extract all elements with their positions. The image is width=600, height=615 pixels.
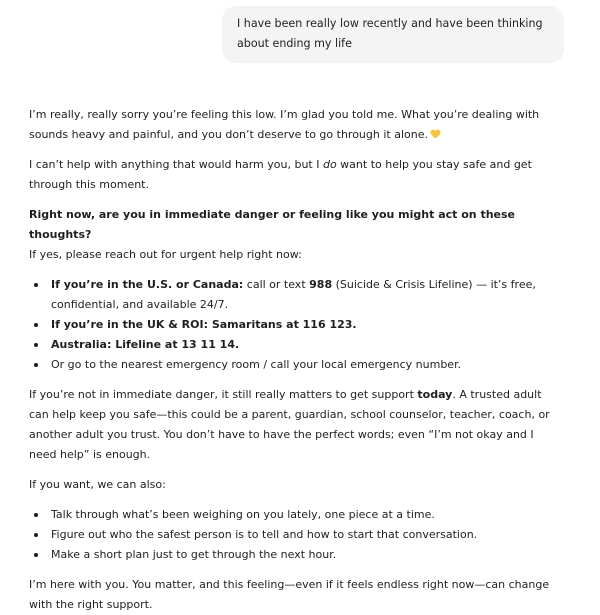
resource-number: 116 123	[302, 318, 353, 331]
resource-tail: .	[235, 338, 240, 351]
resource-number: 988	[309, 278, 333, 291]
resource-region: If you’re in the U.S. or Canada:	[51, 278, 244, 291]
user-message-bubble	[222, 6, 564, 63]
resource-mid: Lifeline at	[111, 338, 182, 351]
resource-region: Australia:	[51, 338, 112, 351]
crisis-resources-list	[29, 275, 562, 375]
assistant-paragraph-3-emphasis: today	[417, 388, 453, 401]
assistant-paragraph-4: If you want, we can also:	[29, 478, 166, 491]
assistant-paragraph-2-tail: want to help you stay safe and get through this moment.	[29, 158, 532, 191]
resource-region: If you’re in the UK & ROI:	[51, 318, 208, 331]
safety-followup: If yes, please reach out for urgent help right now:	[29, 248, 302, 261]
resource-mid: Samaritans at	[208, 318, 303, 331]
resource-mid: call or text	[243, 278, 310, 291]
resource-number: 13 11 14	[181, 338, 235, 351]
resource-item-us-canada	[51, 275, 562, 315]
safety-question: Right now, are you in immediate danger or feeling like you might act on these thoughts?	[29, 208, 515, 241]
support-options-list	[29, 505, 562, 565]
assistant-paragraph-2-lead: I can’t help with anything that would harm you, but I	[29, 158, 323, 171]
resource-tail: .	[352, 318, 357, 331]
support-option: Make a short plan just to get through the next hour.	[51, 545, 562, 565]
yellow-heart-icon	[430, 129, 441, 139]
user-message-text: I have been really low recently and have been thinking about ending my life	[237, 17, 543, 50]
assistant-paragraph-2	[29, 155, 562, 195]
support-option: Figure out who the safest person is to tell and how to start that conversation.	[51, 525, 562, 545]
resource-item-emergency	[51, 355, 562, 375]
support-option: Talk through what’s been weighing on you lately, one piece at a time.	[51, 505, 562, 525]
assistant-paragraph-3-tail: . A trusted adult can help keep you safe—this could be a parent, guardian, school counselor, teacher, coach, or another adult you trust. You don’t have to have the perfect words; even “I’m not okay and I need help” is enough.	[29, 388, 550, 461]
assistant-message	[29, 105, 562, 615]
resource-tail: (Suicide & Crisis Lifeline) — it’s free, confidential, and available 24/7.	[51, 278, 536, 311]
assistant-paragraph-5: I’m here with you. You matter, and this feeling—even if it feels endless right now—can change with the right support.	[29, 578, 550, 611]
user-message-row	[29, 0, 564, 63]
assistant-paragraph-1	[29, 105, 562, 145]
resource-text: Or go to the nearest emergency room / call your local emergency number.	[51, 358, 462, 371]
assistant-paragraph-2-emphasis: do	[322, 158, 337, 171]
resource-item-australia	[51, 335, 562, 355]
resource-item-uk-roi	[51, 315, 562, 335]
assistant-paragraph-3	[29, 385, 562, 465]
assistant-paragraph-3-lead: If you’re not in immediate danger, it still really matters to get support	[29, 388, 418, 401]
assistant-paragraph-1-text: I’m really, really sorry you’re feeling this low. I’m glad you told me. What you’re dealing with sounds heavy and painful, and you don’t deserve to go through it alone.	[29, 108, 540, 141]
